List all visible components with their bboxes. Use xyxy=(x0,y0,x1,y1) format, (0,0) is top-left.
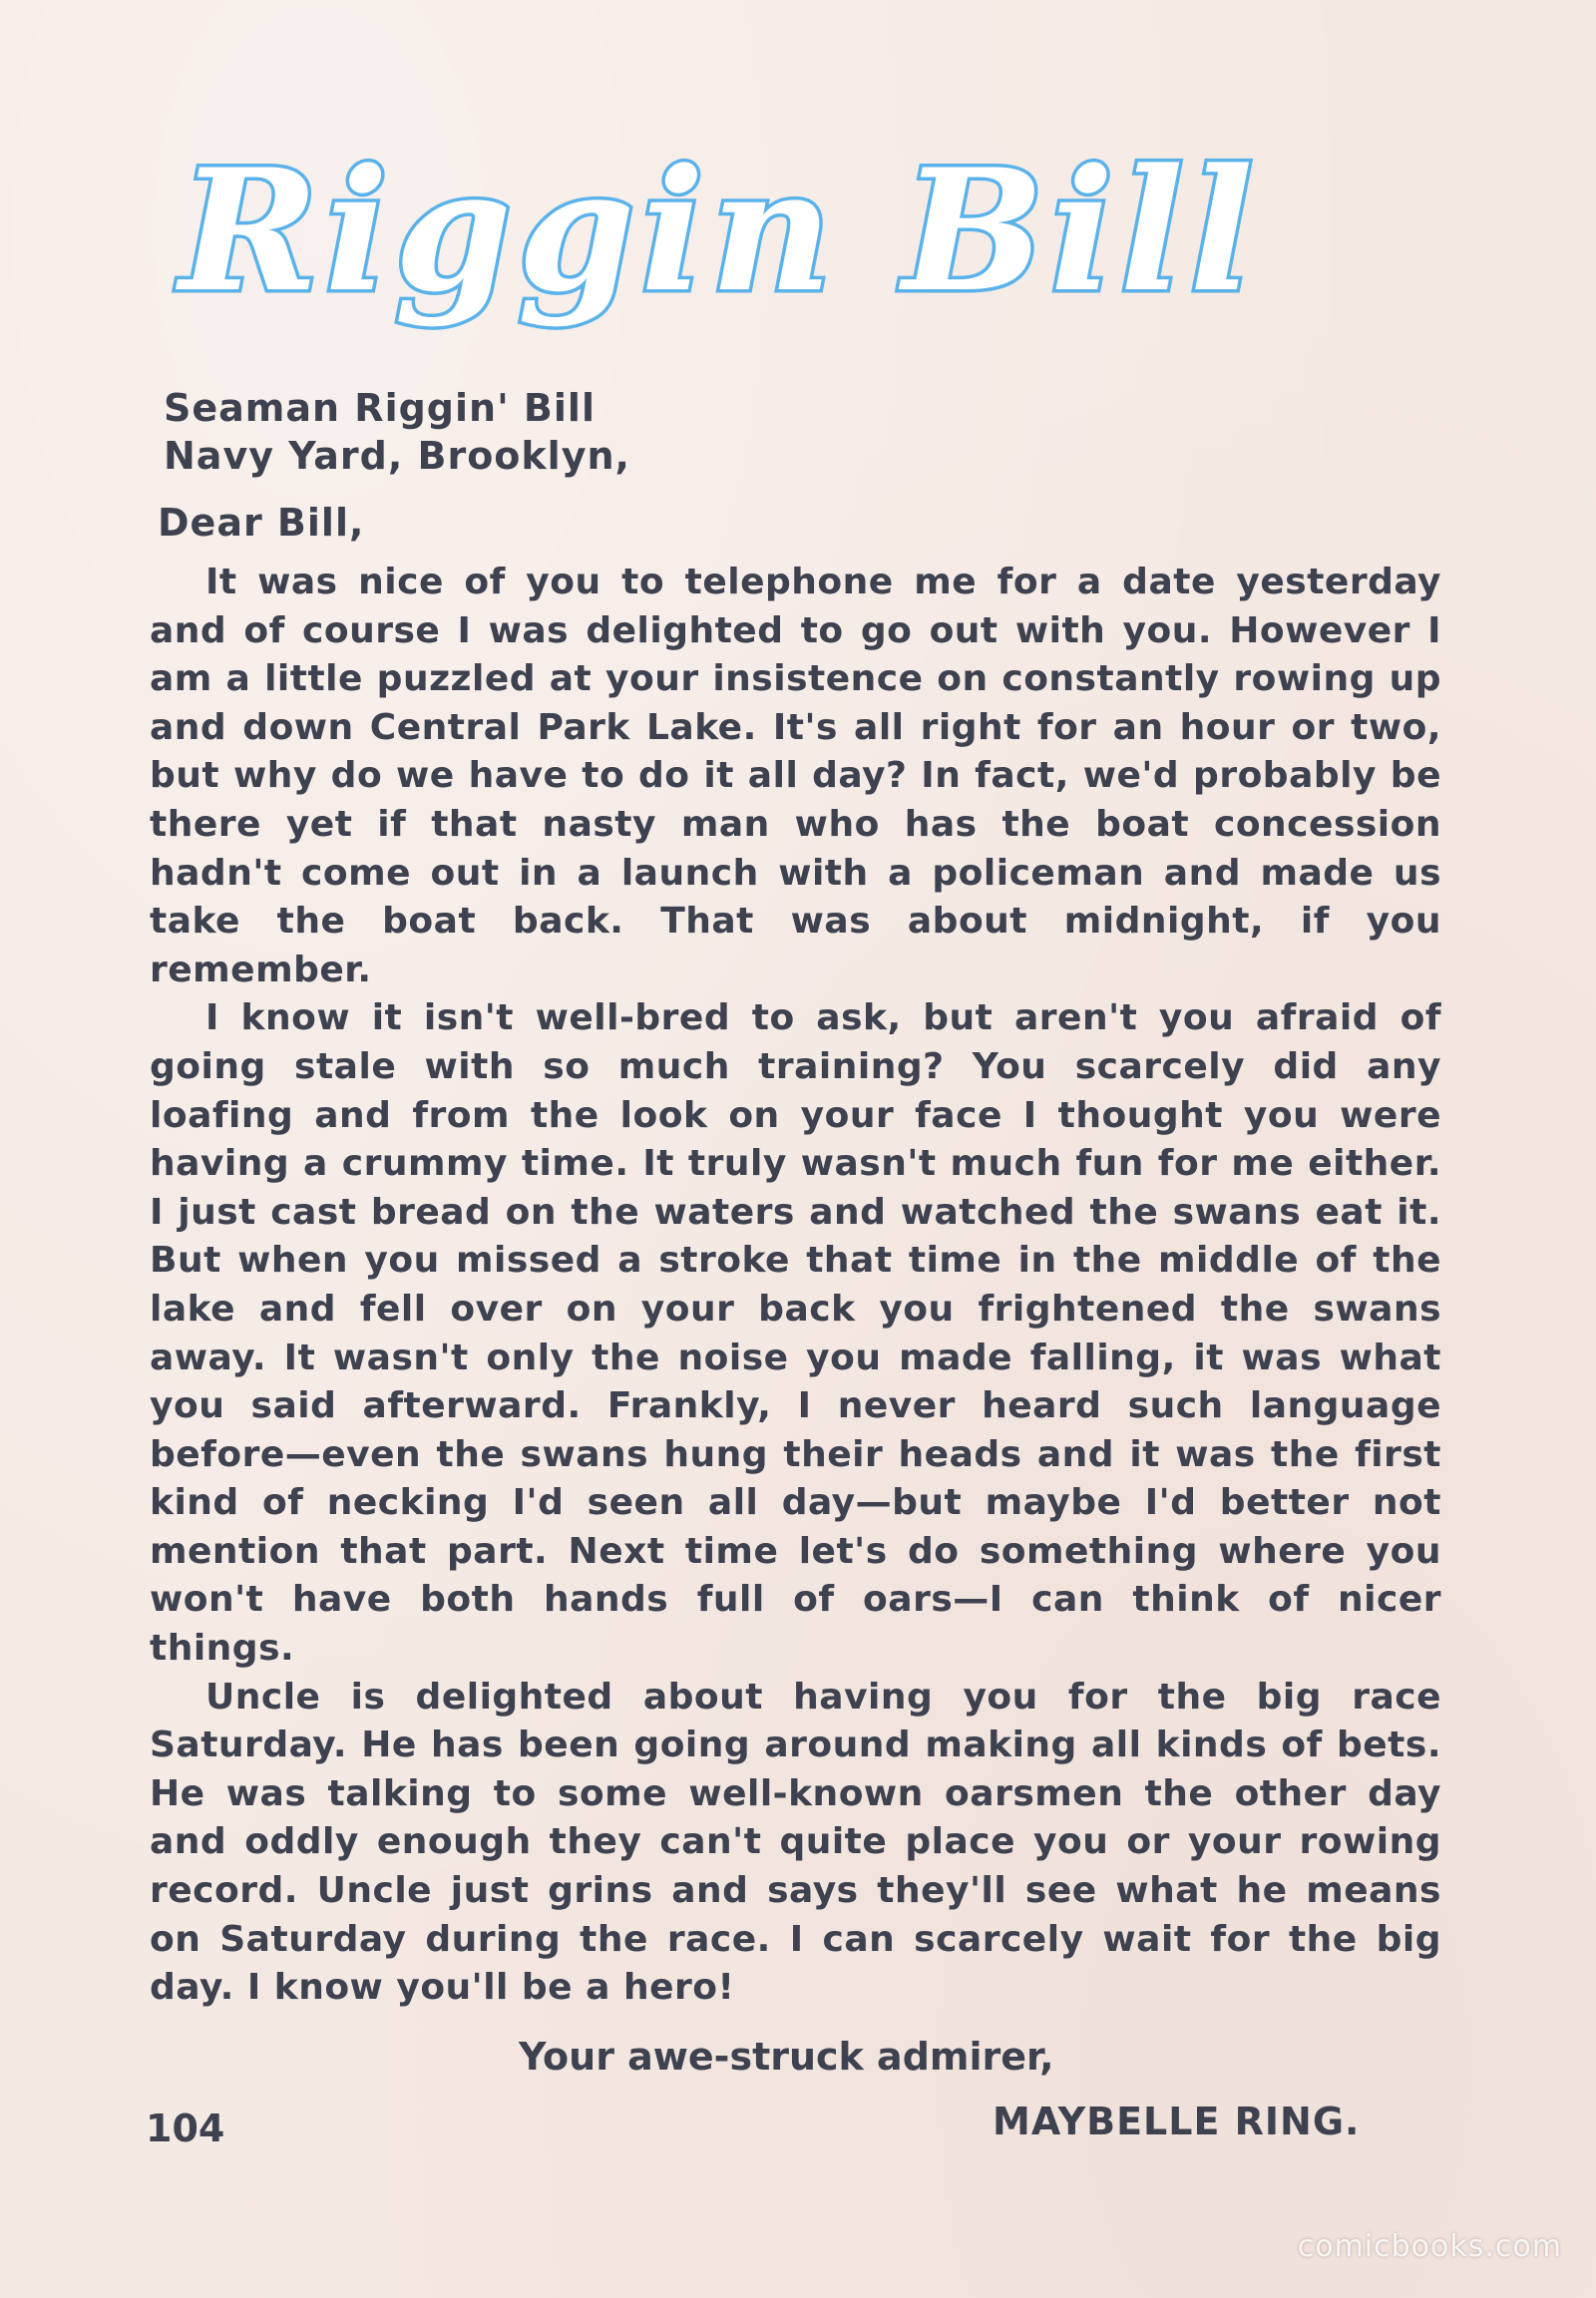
address-line-1: Seaman Riggin' Bill xyxy=(164,386,596,430)
paragraph-2: I know it isn't well-bred to ask, but aren't you afraid of going stale with so much training? You scarcely did any loafing and from the look on your face I thought you were having a crummy time. It truly wasn't much fun for me either. I just cast bread on the waters and watched the swans eat it. But when you missed a stroke that time in the middle of the lake and fell over on your back you frightened the swans away. It wasn't only the noise you made falling, it was what you said afterward. Frankly, I never heard such language before—even the swans hung their heads and it was the first kind of necking I'd seen all day—but maybe I'd better not mention that part. Next time let's do something where you won't have both hands full of oars—I can think of nicer things. xyxy=(150,997,1441,1670)
watermark: comicbooks.com xyxy=(1297,2229,1562,2264)
address-line-2: Navy Yard, Brooklyn, xyxy=(164,434,630,478)
recipient-address xyxy=(164,384,630,480)
page-number: 104 xyxy=(146,2106,225,2150)
page-title xyxy=(160,140,1446,339)
paragraph-3: Uncle is delighted about having you for the big race Saturday. He has been going around making all kinds of bets. He was talking to some well-known oarsmen the other day and oddly enough they can't quite place you or your rowing record. Uncle just grins and says they'll see what he means on Saturday during the race. I can scarcely wait for the big day. I know you'll be a hero! xyxy=(150,1676,1441,2009)
salutation: Dear Bill, xyxy=(158,501,365,545)
signature: MAYBELLE RING. xyxy=(993,2100,1361,2143)
letter-body xyxy=(150,559,1441,2013)
closing-line: Your awe-struck admirer, xyxy=(519,2035,1054,2079)
title-text: Riggin Bill xyxy=(180,140,1260,329)
paragraph-1: It was nice of you to telephone me for a date yesterday and of course I was delighted to go out with you. However I am a little puzzled at your insistence on constantly rowing up and down Central Park Lake. It's all right for an hour or two, but why do we have to do it all day? In fact, we'd probably be there yet if that nasty man who has the boat concession hadn't come out in a launch with a policeman and made us take the boat back. That was about midnight, if you remember. xyxy=(150,562,1441,990)
title-graphic xyxy=(160,140,1446,339)
